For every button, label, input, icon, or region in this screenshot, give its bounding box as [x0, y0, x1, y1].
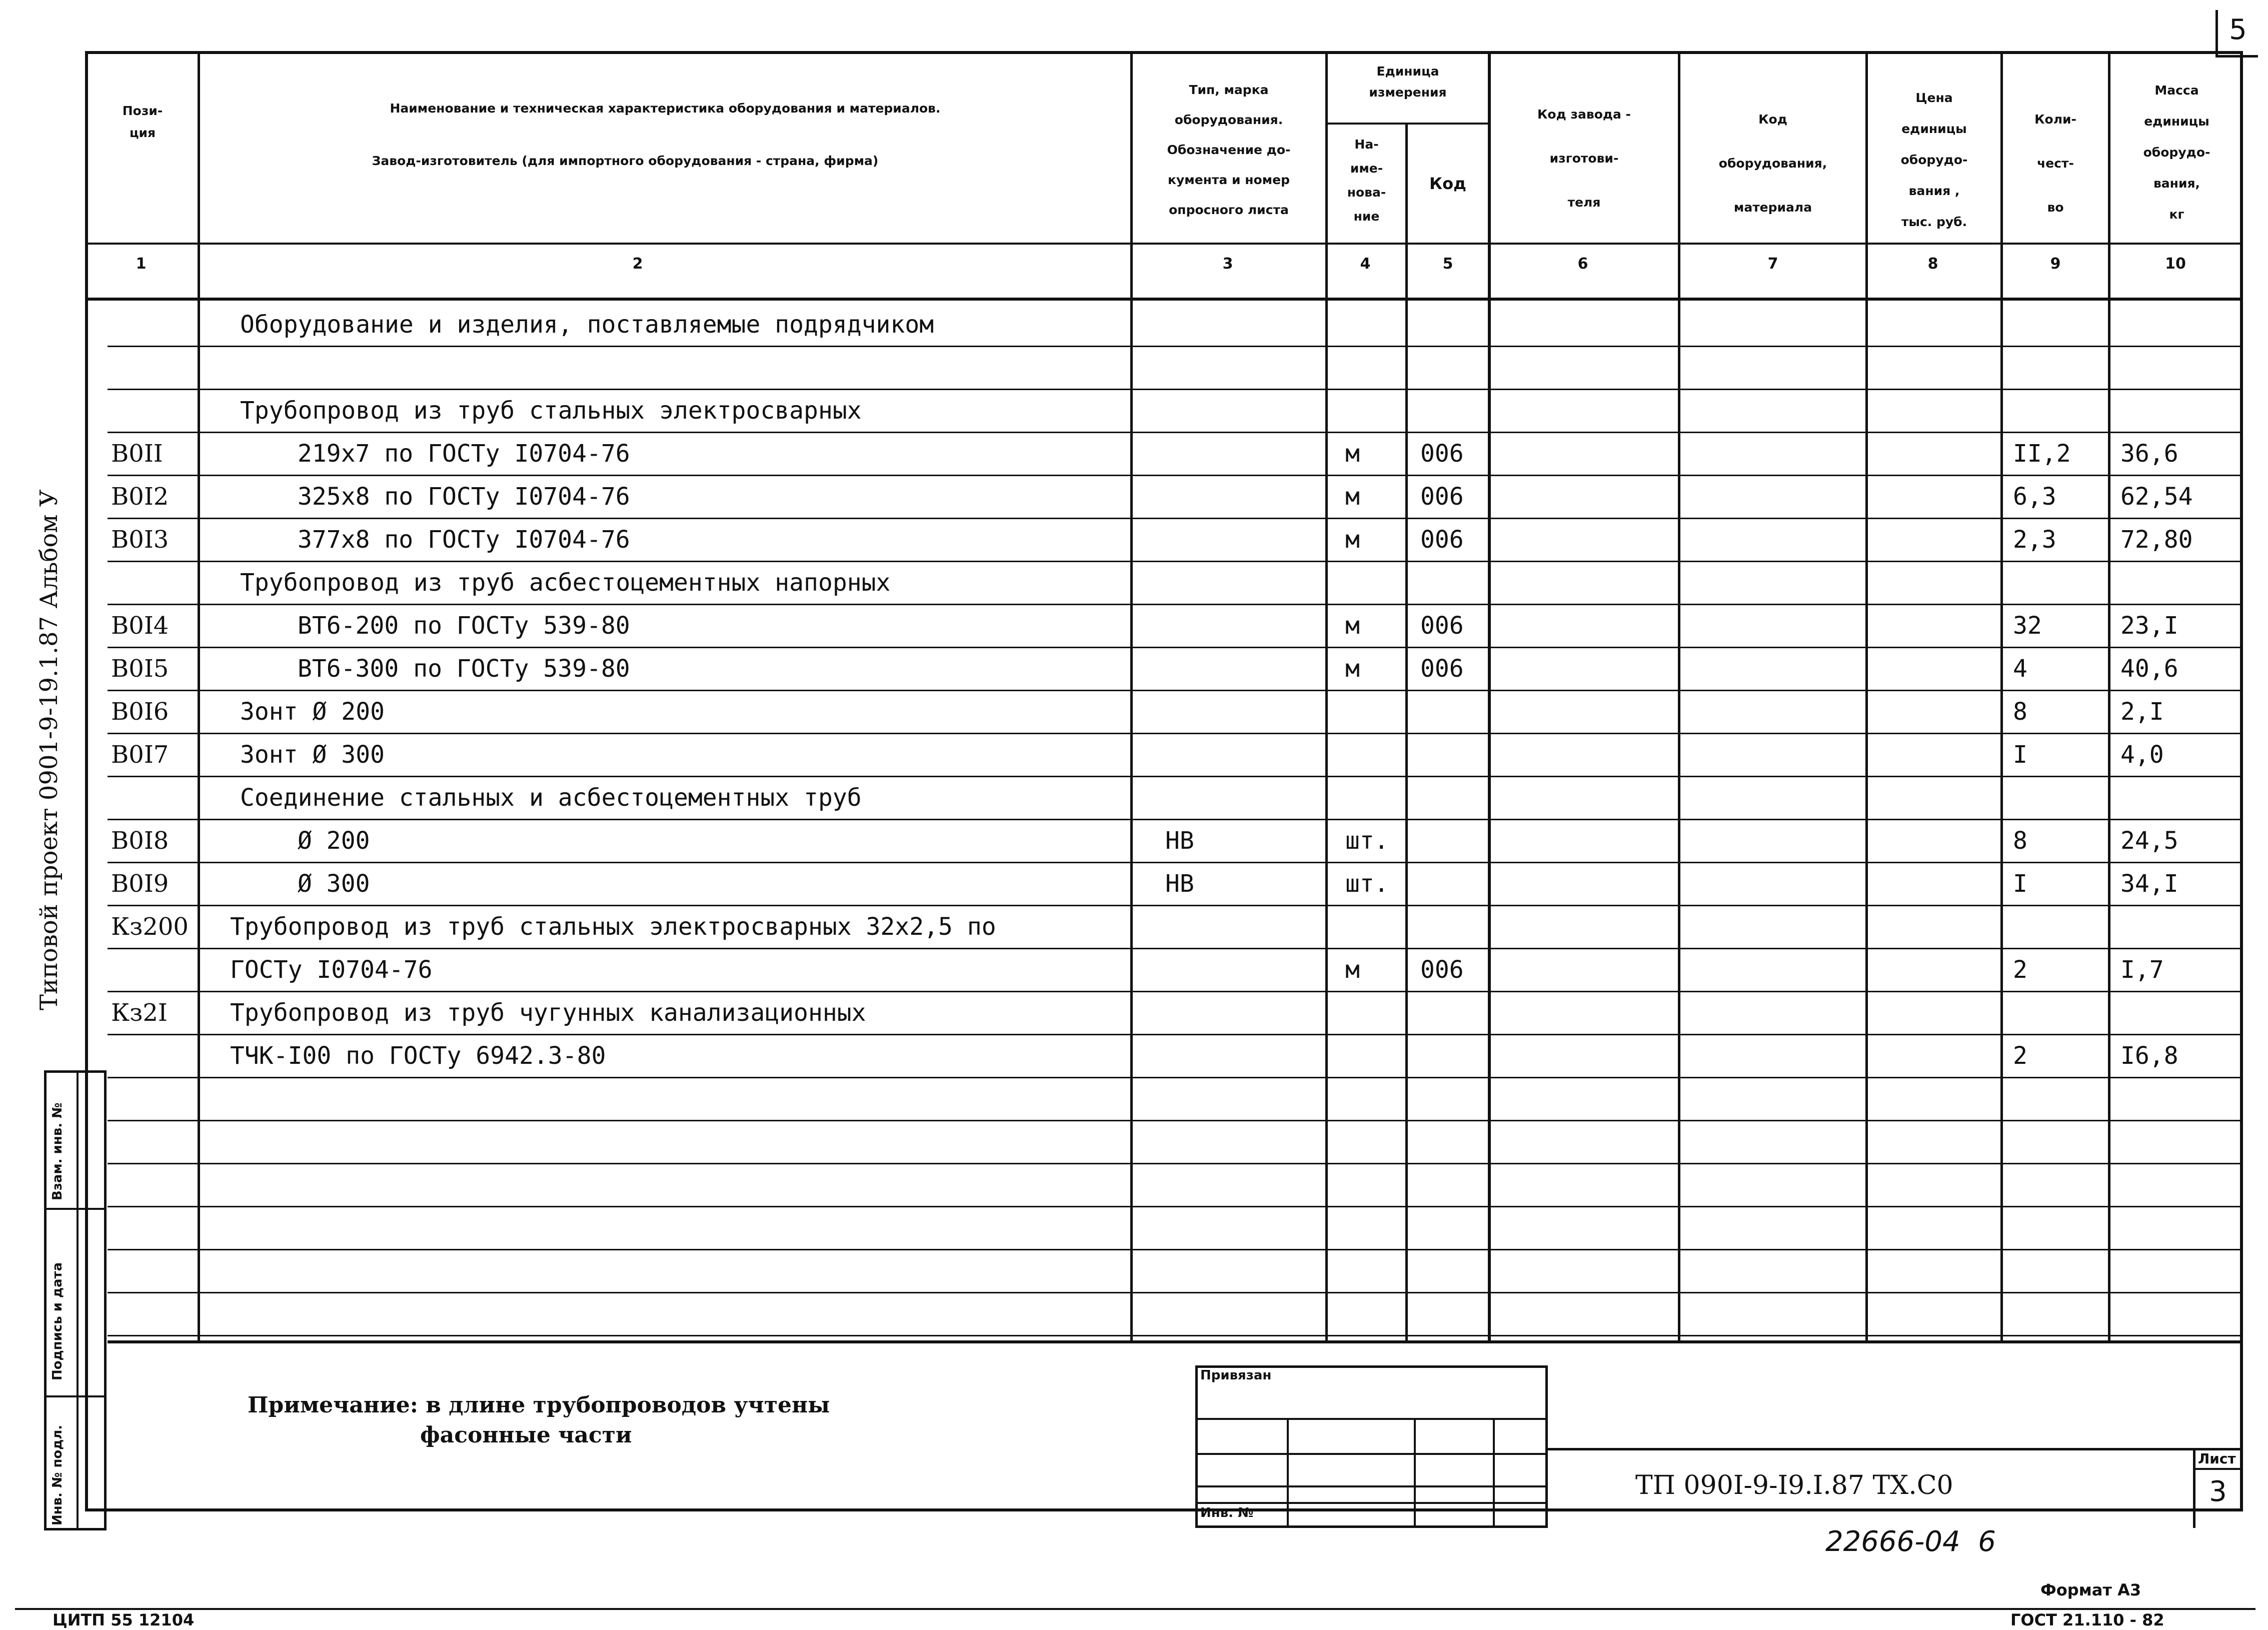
row-position: В0I2: [111, 483, 169, 511]
row-line: [108, 561, 2243, 562]
row-unit-code: 006: [1420, 612, 1464, 640]
row-position: Кз200: [111, 913, 189, 941]
footer-rule: [15, 1608, 2255, 1610]
row-line: [108, 733, 2243, 734]
row-line: [108, 690, 2243, 691]
note-line-1: Примечание: в длине трубопроводов учтены: [248, 1392, 830, 1418]
row-mass: I6,8: [2120, 1042, 2178, 1070]
row-quantity: 8: [2013, 827, 2027, 855]
row-line: [108, 1034, 2243, 1035]
header-unit-group: Единица измерения: [1369, 64, 1447, 100]
col-line-9: [2108, 51, 2110, 1341]
row-line: [108, 389, 2243, 390]
row-name: Ø 200: [298, 827, 370, 855]
row-mass: 2,I: [2120, 698, 2164, 726]
row-mass: I,7: [2120, 956, 2164, 984]
row-unit-code: 006: [1420, 483, 1464, 511]
colnum-5: 5: [1442, 255, 1453, 273]
row-quantity: 2,3: [2013, 526, 2056, 554]
row-quantity: I: [2013, 870, 2027, 898]
header-price: Цена единицы оборудо- вания , тыс. руб.: [1900, 91, 1968, 229]
row-mass: 40,6: [2120, 655, 2178, 683]
row-name: 377х8 по ГОСТу I0704-76: [298, 526, 630, 554]
colnum-8: 8: [1927, 255, 1938, 273]
col-line-8: [2000, 51, 2003, 1341]
row-name: Оборудование и изделия, поставляемые подрядчиком: [240, 311, 934, 339]
header-equipment-code: Код оборудования, материала: [1718, 112, 1827, 215]
row-line: [108, 1249, 2243, 1250]
header-numbers-divider: [85, 298, 2243, 301]
row-line: [108, 905, 2243, 906]
row-name: ГОСТу I0704-76: [230, 956, 433, 984]
row-position: В0I4: [111, 612, 169, 640]
row-quantity: 32: [2013, 612, 2042, 640]
row-line: [108, 346, 2243, 347]
row-quantity: 8: [2013, 698, 2027, 726]
row-unit-code: 006: [1420, 655, 1464, 683]
colnum-1: 1: [136, 255, 147, 273]
row-line: [108, 475, 2243, 476]
row-type: НВ: [1165, 827, 1194, 855]
header-divider: [85, 243, 2243, 245]
row-mass: 72,80: [2120, 526, 2193, 554]
row-unit-name: м: [1345, 612, 1360, 640]
col-line-4: [1405, 123, 1408, 1340]
header-plant-code: Код завода - изготови- теля: [1537, 107, 1631, 210]
row-unit-name: м: [1345, 483, 1360, 511]
row-position: В0I7: [111, 741, 169, 769]
colnum-9: 9: [2050, 255, 2061, 273]
row-line: [108, 518, 2243, 519]
top-sheet-number: 5: [2215, 10, 2258, 58]
colnum-6: 6: [1577, 255, 1588, 273]
row-line: [108, 948, 2243, 949]
binding-stamp-label: Привязан: [1200, 1368, 1272, 1383]
header-quantity: Коли- чест- во: [2034, 112, 2076, 215]
row-name: Зонт Ø 300: [240, 741, 385, 769]
colnum-7: 7: [1767, 255, 1778, 273]
row-name: Трубопровод из труб стальных электросварных 32х2,5 по: [230, 913, 996, 941]
row-position: В0I3: [111, 526, 169, 554]
row-line: [108, 1077, 2243, 1078]
row-mass: 24,5: [2120, 827, 2178, 855]
document-code: ТП 090I-9-I9.I.87 ТХ.С0: [1635, 1470, 1953, 1500]
row-unit-name: м: [1345, 526, 1360, 554]
col-line-6: [1678, 51, 1680, 1341]
row-name: Трубопровод из труб асбестоцементных напорных: [240, 569, 891, 597]
stamp-label-inv: Инв. № подл.: [50, 1424, 65, 1525]
row-position: В0II: [111, 440, 163, 468]
row-position: В0I8: [111, 827, 169, 855]
colnum-3: 3: [1222, 255, 1233, 273]
row-line: [108, 991, 2243, 992]
row-name: ТЧК-I00 по ГОСТу 6942.3-80: [230, 1042, 606, 1070]
stamp-label-vzam: Взам. инв. №: [50, 1102, 65, 1200]
row-line: [108, 1163, 2243, 1164]
row-name: Соединение стальных и асбестоцементных труб: [240, 784, 862, 812]
row-mass: 34,I: [2120, 870, 2178, 898]
col-line-2: [1130, 51, 1133, 1341]
row-line: [108, 776, 2243, 777]
row-name: ВТ6-200 по ГОСТу 539-80: [298, 612, 630, 640]
row-name: 325х8 по ГОСТу I0704-76: [298, 483, 630, 511]
row-line: [108, 1292, 2243, 1293]
table-bottom-line: [108, 1340, 2243, 1343]
col-line-7: [1865, 51, 1868, 1341]
side-title: Типовой проект 0901-9-19.1.87 Альбом У: [35, 489, 63, 1010]
row-quantity: 6,3: [2013, 483, 2056, 511]
header-unit-name: На- име- нова- ние: [1347, 137, 1386, 224]
row-unit-code: 006: [1420, 440, 1464, 468]
row-name: 219х7 по ГОСТу I0704-76: [298, 440, 630, 468]
row-quantity: 2: [2013, 956, 2027, 984]
row-unit-name: м: [1345, 956, 1360, 984]
row-name: Зонт Ø 200: [240, 698, 385, 726]
row-unit-name: шт.: [1345, 870, 1389, 898]
row-quantity: 4: [2013, 655, 2027, 683]
row-position: В0I9: [111, 870, 169, 898]
row-line: [108, 862, 2243, 863]
row-line: [108, 432, 2243, 433]
binding-stamp-inv-label: Инв. №: [1200, 1505, 1254, 1520]
list-number: 3: [2209, 1475, 2227, 1508]
row-name: ВТ6-300 по ГОСТу 539-80: [298, 655, 630, 683]
row-mass: 4,0: [2120, 741, 2164, 769]
binding-stamp: [1195, 1365, 1548, 1528]
row-line: [108, 1120, 2243, 1121]
row-mass: 62,54: [2120, 483, 2193, 511]
header-unit-code: Код: [1429, 174, 1466, 193]
handwritten-number: 22666-04 6: [1825, 1525, 1996, 1558]
row-position: Кз2I: [111, 999, 168, 1027]
col-line-1: [198, 51, 200, 1341]
row-position: В0I6: [111, 698, 169, 726]
row-line: [108, 819, 2243, 820]
footer-format: Формат А3: [2040, 1580, 2141, 1599]
colnum-2: 2: [632, 255, 643, 273]
note-line-2: фасонные части: [420, 1422, 632, 1448]
header-name-line1: Наименование и техническая характеристика оборудования и материалов.: [390, 101, 941, 116]
stamp-label-podpis: Подпись и дата: [50, 1262, 65, 1380]
list-label: Лист: [2198, 1450, 2236, 1467]
row-unit-code: 006: [1420, 956, 1464, 984]
row-position: В0I5: [111, 655, 169, 683]
colnum-4: 4: [1360, 255, 1371, 273]
row-line: [108, 647, 2243, 648]
header-name-line2: Завод-изготовитель (для импортного оборудования - страна, фирма): [372, 154, 879, 168]
row-quantity: I: [2013, 741, 2027, 769]
row-name: Трубопровод из труб чугунных канализационных: [230, 999, 866, 1027]
header-type: Тип, марка оборудования. Обозначение до- кумента и номер опросного листа: [1167, 83, 1291, 217]
header-mass: Масса единицы оборудо- вания, кг: [2143, 83, 2210, 222]
row-line: [108, 604, 2243, 605]
row-unit-name: м: [1345, 440, 1360, 468]
header-position: Пози- ция: [122, 104, 163, 140]
colnum-10: 10: [2165, 255, 2186, 273]
col-line-5: [1488, 51, 1491, 1341]
footer-left: ЦИТП 55 12104: [53, 1610, 195, 1629]
row-unit-name: шт.: [1345, 827, 1389, 855]
row-type: НВ: [1165, 870, 1194, 898]
row-mass: 23,I: [2120, 612, 2178, 640]
footer-gost: ГОСТ 21.110 - 82: [2010, 1610, 2164, 1629]
row-name: Трубопровод из труб стальных электросварных: [240, 397, 862, 425]
col-line-3: [1325, 51, 1328, 1341]
row-line: [108, 1206, 2243, 1207]
row-name: Ø 300: [298, 870, 370, 898]
row-unit-name: м: [1345, 655, 1360, 683]
row-line: [108, 1335, 2243, 1336]
row-quantity: II,2: [2013, 440, 2071, 468]
row-unit-code: 006: [1420, 526, 1464, 554]
row-quantity: 2: [2013, 1042, 2027, 1070]
row-mass: 36,6: [2120, 440, 2178, 468]
